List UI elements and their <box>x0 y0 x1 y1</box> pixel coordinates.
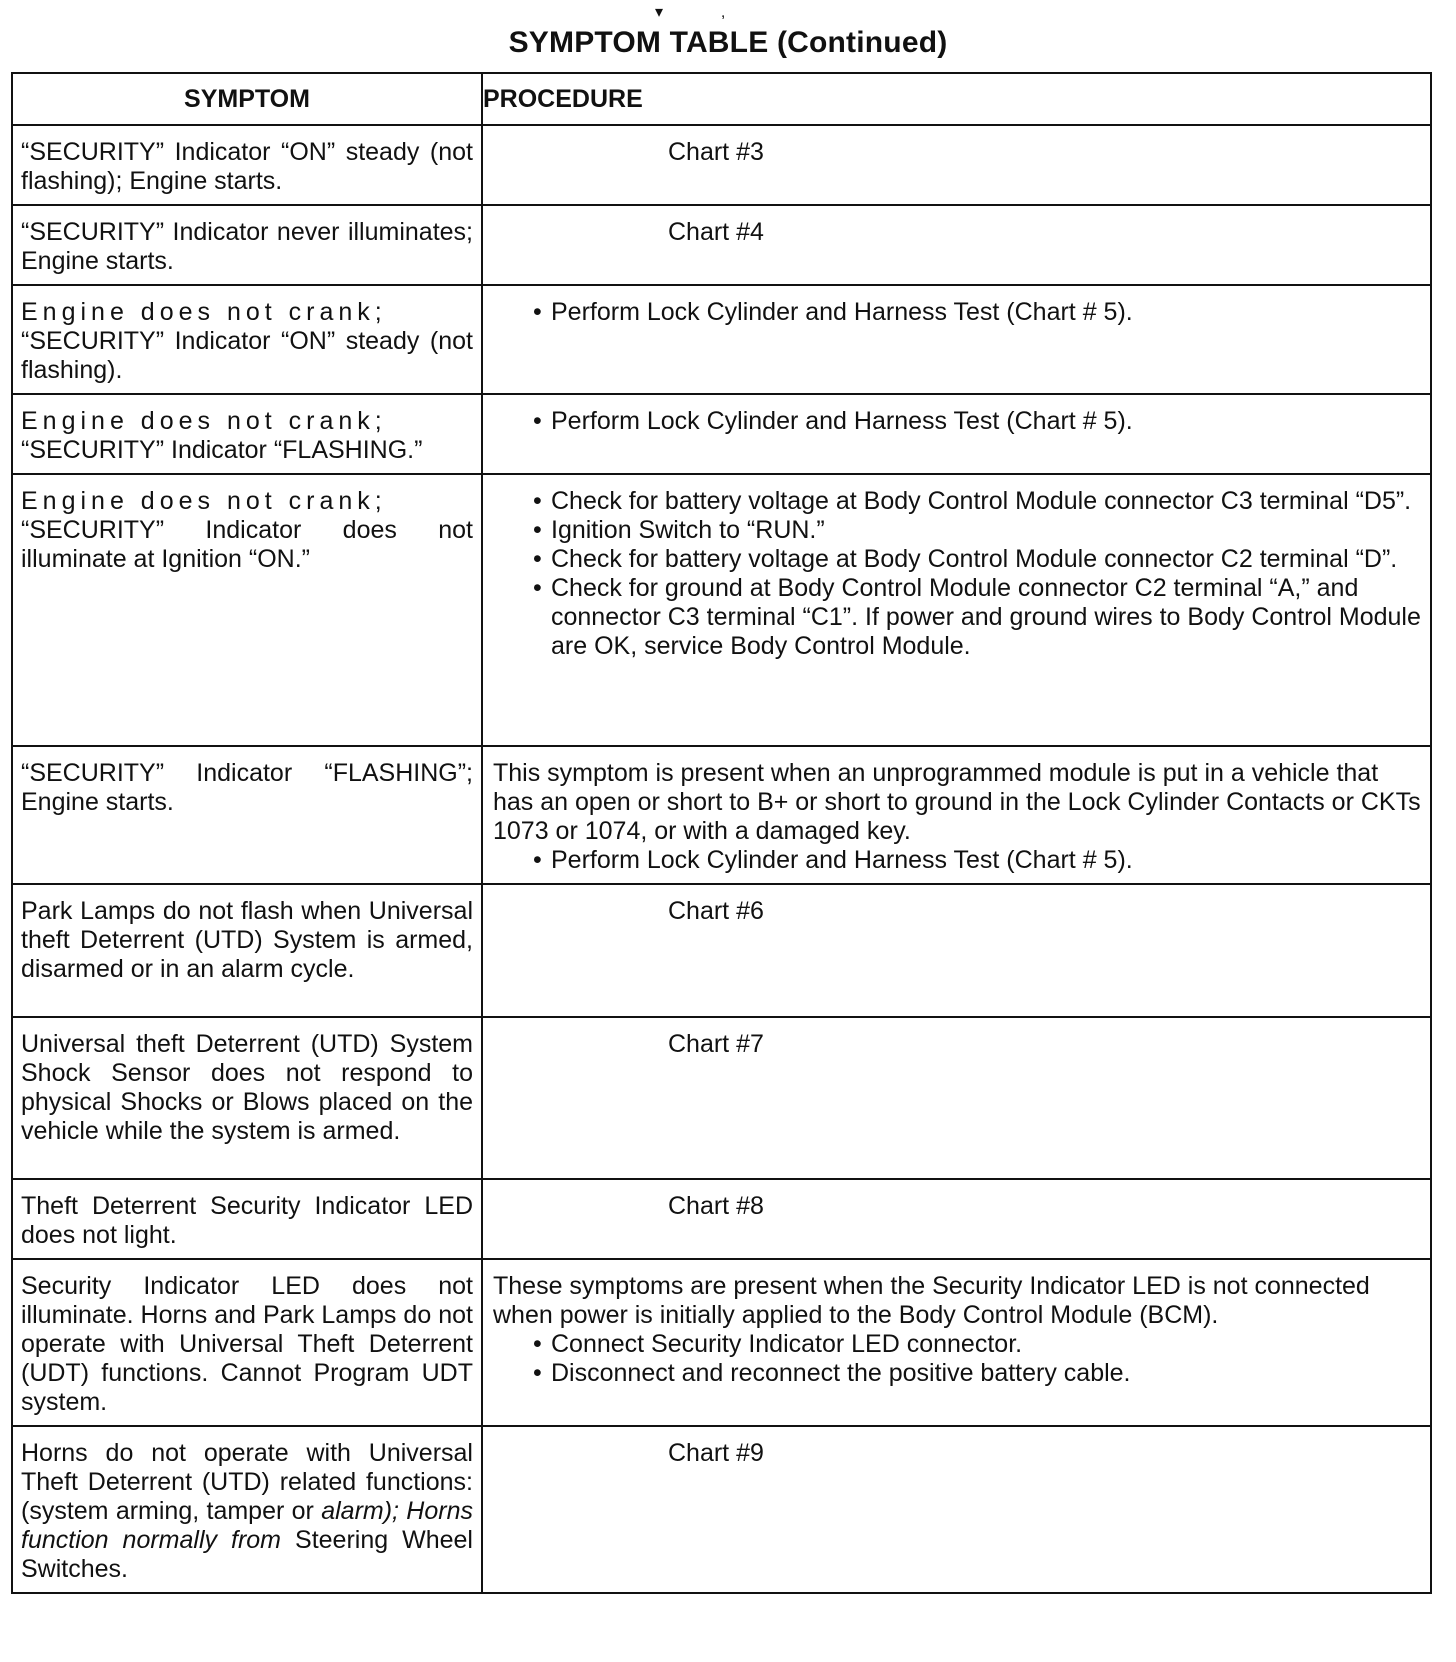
procedure-text: These symptoms are present when the Security Indicator LED is not connected when power is initially applied to the Body Control Module (BCM). <box>493 1272 1370 1329</box>
symptom-text-tail: Steering Wheel Switches. <box>21 1526 473 1583</box>
page-title: SYMPTOM TABLE (Continued) <box>508 26 948 59</box>
procedure-bullet: • Perform Lock Cylinder and Harness Test (Chart # 5). <box>533 846 1422 875</box>
symptom-text: “SECURITY” Indicator does not illuminate at Ignition “ON.” <box>21 516 473 573</box>
symptom-text: “SECURITY” Indicator “ON” steady (not flashing). <box>21 327 473 384</box>
procedure-bullet: • Perform Lock Cylinder and Harness Test (Chart # 5). <box>533 298 1422 327</box>
table-row <box>12 205 1431 285</box>
symptom-cell: Park Lamps do not flash when Universal theft Deterrent (UTD) System is armed, disarmed or in an alarm cycle. <box>12 884 482 1017</box>
procedure-cell <box>482 746 1431 884</box>
procedure-text: This symptom is present when an unprogrammed module is put in a vehicle that has an open or short to B+ or short to ground in the Lock Cylinder Contacts or CKTs 1073 or 1074, or with a damaged key. <box>493 759 1421 845</box>
procedure-bullet: • Check for battery voltage at Body Control Module connector C2 terminal “D”. <box>533 545 1422 574</box>
procedure-cell <box>482 394 1431 474</box>
symptom-cell: “SECURITY” Indicator “FLASHING”; Engine starts. <box>12 746 482 884</box>
procedure-bullet: • Ignition Switch to “RUN.” <box>533 516 1422 545</box>
symptom-text: “SECURITY” Indicator “FLASHING.” <box>21 436 423 464</box>
table-row <box>12 884 1431 1017</box>
header-procedure: PROCEDURE <box>482 73 1431 125</box>
procedure-cell <box>482 884 1431 1017</box>
procedure-cell <box>482 474 1431 746</box>
symptom-cell <box>12 1426 482 1593</box>
procedure-bullet: • Disconnect and reconnect the positive battery cable. <box>533 1359 1422 1388</box>
procedure-bullet: • Check for battery voltage at Body Control Module connector C3 terminal “D5”. <box>533 487 1422 516</box>
procedure-cell <box>482 125 1431 205</box>
procedure-cell <box>482 285 1431 394</box>
symptom-cell: Universal theft Deterrent (UTD) System Shock Sensor does not respond to physical Shocks or Blows placed on the vehicle while the system is armed. <box>12 1017 482 1179</box>
procedure-bullets <box>493 1330 1422 1388</box>
procedure-bullets <box>493 487 1422 661</box>
header-symptom: SYMPTOM <box>12 73 482 125</box>
symptom-cell <box>12 474 482 746</box>
procedure-bullet: • Connect Security Indicator LED connector. <box>533 1330 1422 1359</box>
chart-reference: Chart #7 <box>668 1030 764 1058</box>
symptom-lead: Engine does not crank; <box>21 298 387 326</box>
chart-reference: Chart #4 <box>668 218 764 246</box>
symptom-cell: “SECURITY” Indicator “ON” steady (not flashing); Engine starts. <box>12 125 482 205</box>
procedure-bullets <box>493 298 1422 327</box>
symptom-cell <box>12 394 482 474</box>
table-row <box>12 125 1431 205</box>
procedure-cell <box>482 1426 1431 1593</box>
chart-reference: Chart #6 <box>668 897 764 925</box>
header-row <box>12 73 1431 125</box>
chart-reference: Chart #8 <box>668 1192 764 1220</box>
symptom-lead: Engine does not crank; <box>21 407 387 435</box>
symptom-text: Horns do not operate with Universal Theft Deterrent (UTD) related functions: (system arming, tamper or <box>21 1439 473 1525</box>
chart-reference: Chart #9 <box>668 1439 764 1467</box>
table-row <box>12 394 1431 474</box>
procedure-cell <box>482 1259 1431 1426</box>
procedure-bullets <box>493 407 1422 436</box>
table-row <box>12 746 1431 884</box>
symptom-cell: Security Indicator LED does not illuminate. Horns and Park Lamps do not operate with Universal Theft Deterrent (UDT) functions. Cannot Program UDT system. <box>12 1259 482 1426</box>
symptom-table <box>11 72 1432 1594</box>
procedure-bullets <box>493 846 1422 875</box>
procedure-bullet: • Perform Lock Cylinder and Harness Test (Chart # 5). <box>533 407 1422 436</box>
symptom-lead: Engine does not crank; <box>21 487 387 515</box>
symptom-cell <box>12 285 482 394</box>
procedure-bullet: • Check for ground at Body Control Module connector C2 terminal “A,” and connector C3 terminal “C1”. If power and ground wires to Body Control Module are OK, service Body Control Module. <box>533 574 1422 661</box>
scan-marks: ▾ , <box>655 4 726 21</box>
symptom-cell: “SECURITY” Indicator never illuminates; Engine starts. <box>12 205 482 285</box>
table-row <box>12 285 1431 394</box>
procedure-cell <box>482 1179 1431 1259</box>
symptom-cell: Theft Deterrent Security Indicator LED does not light. <box>12 1179 482 1259</box>
table-row <box>12 1259 1431 1426</box>
table-row <box>12 1017 1431 1179</box>
symptom-italic-text: alarm); Horns function normally from <box>21 1497 473 1554</box>
procedure-cell <box>482 205 1431 285</box>
procedure-cell <box>482 1017 1431 1179</box>
chart-reference: Chart #3 <box>668 138 764 166</box>
table-row <box>12 474 1431 746</box>
table-row <box>12 1426 1431 1593</box>
table-row <box>12 1179 1431 1259</box>
